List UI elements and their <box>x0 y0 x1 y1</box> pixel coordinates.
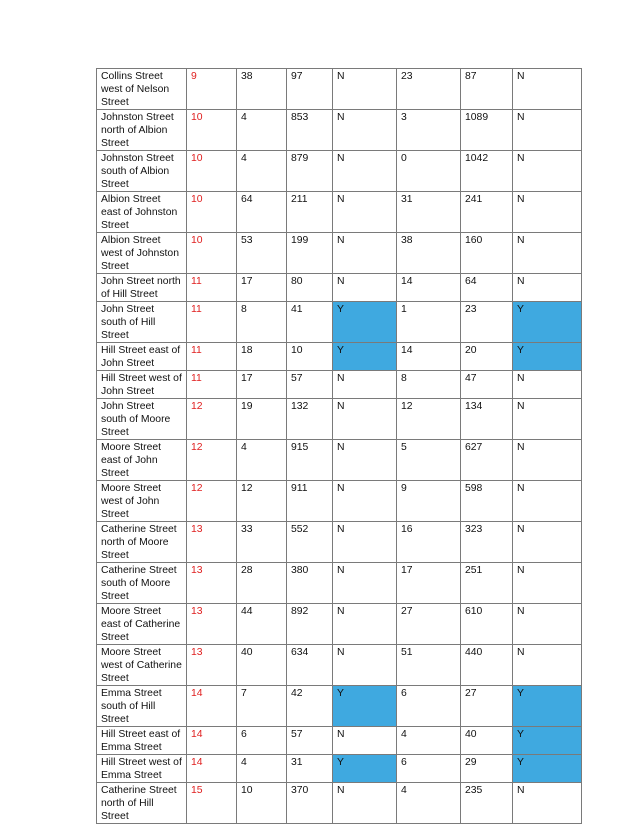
table-row <box>97 440 582 481</box>
value-cell: 31 <box>397 192 461 233</box>
group-number-cell: 12 <box>187 399 237 440</box>
location-cell: Catherine Street north of Moore Street <box>97 522 187 563</box>
table-row <box>97 481 582 522</box>
value-cell: N <box>333 727 397 755</box>
value-cell: 610 <box>461 604 513 645</box>
value-cell: 0 <box>397 151 461 192</box>
value-cell: 17 <box>237 371 287 399</box>
value-cell: N <box>513 563 582 604</box>
location-cell: Albion Street east of Johnston Street <box>97 192 187 233</box>
table-row <box>97 686 582 727</box>
value-cell: 853 <box>287 110 333 151</box>
value-cell: 64 <box>461 274 513 302</box>
value-cell: 4 <box>397 727 461 755</box>
location-cell: Moore Street west of John Street <box>97 481 187 522</box>
value-cell: 552 <box>287 522 333 563</box>
value-cell: N <box>333 110 397 151</box>
value-cell: Y <box>513 686 582 727</box>
value-cell: N <box>513 783 582 824</box>
value-cell: 23 <box>397 69 461 110</box>
value-cell: Y <box>333 343 397 371</box>
value-cell: 16 <box>397 522 461 563</box>
value-cell: N <box>513 151 582 192</box>
value-cell: 911 <box>287 481 333 522</box>
value-cell: 4 <box>397 783 461 824</box>
value-cell: 14 <box>397 343 461 371</box>
value-cell: 134 <box>461 399 513 440</box>
value-cell: 40 <box>237 645 287 686</box>
table-row <box>97 274 582 302</box>
value-cell: 892 <box>287 604 333 645</box>
value-cell: 57 <box>287 727 333 755</box>
table-row <box>97 522 582 563</box>
value-cell: N <box>333 192 397 233</box>
group-number-cell: 11 <box>187 302 237 343</box>
value-cell: N <box>513 440 582 481</box>
location-cell: Moore Street east of John Street <box>97 440 187 481</box>
group-number-cell: 13 <box>187 563 237 604</box>
value-cell: Y <box>513 755 582 783</box>
group-number-cell: 14 <box>187 686 237 727</box>
table-row <box>97 192 582 233</box>
value-cell: 380 <box>287 563 333 604</box>
value-cell: Y <box>513 343 582 371</box>
location-cell: John Street south of Moore Street <box>97 399 187 440</box>
value-cell: 33 <box>237 522 287 563</box>
table-row <box>97 783 582 824</box>
table-row <box>97 151 582 192</box>
value-cell: N <box>513 371 582 399</box>
value-cell: 53 <box>237 233 287 274</box>
value-cell: Y <box>333 686 397 727</box>
value-cell: 9 <box>397 481 461 522</box>
table-row <box>97 727 582 755</box>
location-cell: Albion Street west of Johnston Street <box>97 233 187 274</box>
location-cell: Hill Street east of Emma Street <box>97 727 187 755</box>
value-cell: N <box>333 371 397 399</box>
value-cell: N <box>513 604 582 645</box>
location-cell: John Street north of Hill Street <box>97 274 187 302</box>
value-cell: 7 <box>237 686 287 727</box>
table-row <box>97 302 582 343</box>
value-cell: 4 <box>237 440 287 481</box>
value-cell: 57 <box>287 371 333 399</box>
value-cell: 241 <box>461 192 513 233</box>
location-cell: Moore Street west of Catherine Street <box>97 645 187 686</box>
location-cell: John Street south of Hill Street <box>97 302 187 343</box>
value-cell: 41 <box>287 302 333 343</box>
value-cell: N <box>333 151 397 192</box>
value-cell: 38 <box>237 69 287 110</box>
value-cell: 18 <box>237 343 287 371</box>
value-cell: 323 <box>461 522 513 563</box>
location-cell: Hill Street west of John Street <box>97 371 187 399</box>
value-cell: 23 <box>461 302 513 343</box>
value-cell: 12 <box>397 399 461 440</box>
value-cell: N <box>513 522 582 563</box>
value-cell: 132 <box>287 399 333 440</box>
data-table <box>96 68 582 824</box>
value-cell: 598 <box>461 481 513 522</box>
value-cell: 6 <box>237 727 287 755</box>
value-cell: N <box>333 522 397 563</box>
value-cell: 47 <box>461 371 513 399</box>
value-cell: N <box>333 274 397 302</box>
value-cell: 51 <box>397 645 461 686</box>
value-cell: 29 <box>461 755 513 783</box>
value-cell: N <box>513 274 582 302</box>
value-cell: 38 <box>397 233 461 274</box>
value-cell: 87 <box>461 69 513 110</box>
table-body <box>97 69 582 824</box>
value-cell: 64 <box>237 192 287 233</box>
value-cell: N <box>333 645 397 686</box>
value-cell: Y <box>513 727 582 755</box>
value-cell: 160 <box>461 233 513 274</box>
group-number-cell: 12 <box>187 440 237 481</box>
value-cell: 634 <box>287 645 333 686</box>
value-cell: Y <box>513 302 582 343</box>
location-cell: Catherine Street north of Hill Street <box>97 783 187 824</box>
table-row <box>97 563 582 604</box>
group-number-cell: 14 <box>187 755 237 783</box>
location-cell: Collins Street west of Nelson Street <box>97 69 187 110</box>
value-cell: 27 <box>461 686 513 727</box>
group-number-cell: 13 <box>187 604 237 645</box>
value-cell: N <box>513 192 582 233</box>
value-cell: 370 <box>287 783 333 824</box>
value-cell: 1 <box>397 302 461 343</box>
value-cell: 27 <box>397 604 461 645</box>
value-cell: 31 <box>287 755 333 783</box>
value-cell: 199 <box>287 233 333 274</box>
value-cell: 211 <box>287 192 333 233</box>
value-cell: 40 <box>461 727 513 755</box>
table-row <box>97 233 582 274</box>
value-cell: 251 <box>461 563 513 604</box>
value-cell: 10 <box>237 783 287 824</box>
value-cell: 235 <box>461 783 513 824</box>
value-cell: 42 <box>287 686 333 727</box>
value-cell: N <box>513 399 582 440</box>
value-cell: N <box>333 440 397 481</box>
value-cell: 20 <box>461 343 513 371</box>
group-number-cell: 9 <box>187 69 237 110</box>
value-cell: N <box>333 604 397 645</box>
value-cell: 17 <box>237 274 287 302</box>
group-number-cell: 12 <box>187 481 237 522</box>
group-number-cell: 10 <box>187 151 237 192</box>
value-cell: N <box>333 563 397 604</box>
value-cell: 4 <box>237 110 287 151</box>
value-cell: 915 <box>287 440 333 481</box>
value-cell: 4 <box>237 151 287 192</box>
value-cell: N <box>333 69 397 110</box>
value-cell: 879 <box>287 151 333 192</box>
value-cell: 17 <box>397 563 461 604</box>
value-cell: 6 <box>397 686 461 727</box>
table-row <box>97 755 582 783</box>
group-number-cell: 10 <box>187 233 237 274</box>
table-row <box>97 343 582 371</box>
value-cell: 6 <box>397 755 461 783</box>
table-row <box>97 371 582 399</box>
location-cell: Hill Street west of Emma Street <box>97 755 187 783</box>
table-row <box>97 604 582 645</box>
value-cell: N <box>513 69 582 110</box>
table-row <box>97 110 582 151</box>
group-number-cell: 15 <box>187 783 237 824</box>
group-number-cell: 10 <box>187 110 237 151</box>
value-cell: 8 <box>397 371 461 399</box>
value-cell: N <box>513 645 582 686</box>
value-cell: Y <box>333 302 397 343</box>
group-number-cell: 13 <box>187 645 237 686</box>
group-number-cell: 14 <box>187 727 237 755</box>
value-cell: N <box>513 481 582 522</box>
location-cell: Johnston Street north of Albion Street <box>97 110 187 151</box>
location-cell: Hill Street east of John Street <box>97 343 187 371</box>
value-cell: 12 <box>237 481 287 522</box>
location-cell: Emma Street south of Hill Street <box>97 686 187 727</box>
value-cell: 5 <box>397 440 461 481</box>
value-cell: 28 <box>237 563 287 604</box>
table-row <box>97 399 582 440</box>
value-cell: 8 <box>237 302 287 343</box>
value-cell: 440 <box>461 645 513 686</box>
value-cell: 19 <box>237 399 287 440</box>
location-cell: Johnston Street south of Albion Street <box>97 151 187 192</box>
value-cell: 80 <box>287 274 333 302</box>
location-cell: Moore Street east of Catherine Street <box>97 604 187 645</box>
table-row <box>97 69 582 110</box>
value-cell: 4 <box>237 755 287 783</box>
value-cell: 627 <box>461 440 513 481</box>
value-cell: 97 <box>287 69 333 110</box>
value-cell: 14 <box>397 274 461 302</box>
group-number-cell: 13 <box>187 522 237 563</box>
value-cell: 10 <box>287 343 333 371</box>
group-number-cell: 10 <box>187 192 237 233</box>
group-number-cell: 11 <box>187 371 237 399</box>
value-cell: N <box>333 481 397 522</box>
location-cell: Catherine Street south of Moore Street <box>97 563 187 604</box>
value-cell: 3 <box>397 110 461 151</box>
value-cell: Y <box>333 755 397 783</box>
group-number-cell: 11 <box>187 274 237 302</box>
value-cell: N <box>333 233 397 274</box>
value-cell: 1089 <box>461 110 513 151</box>
group-number-cell: 11 <box>187 343 237 371</box>
value-cell: N <box>513 233 582 274</box>
value-cell: N <box>333 783 397 824</box>
value-cell: 1042 <box>461 151 513 192</box>
value-cell: N <box>513 110 582 151</box>
value-cell: N <box>333 399 397 440</box>
table-row <box>97 645 582 686</box>
value-cell: 44 <box>237 604 287 645</box>
